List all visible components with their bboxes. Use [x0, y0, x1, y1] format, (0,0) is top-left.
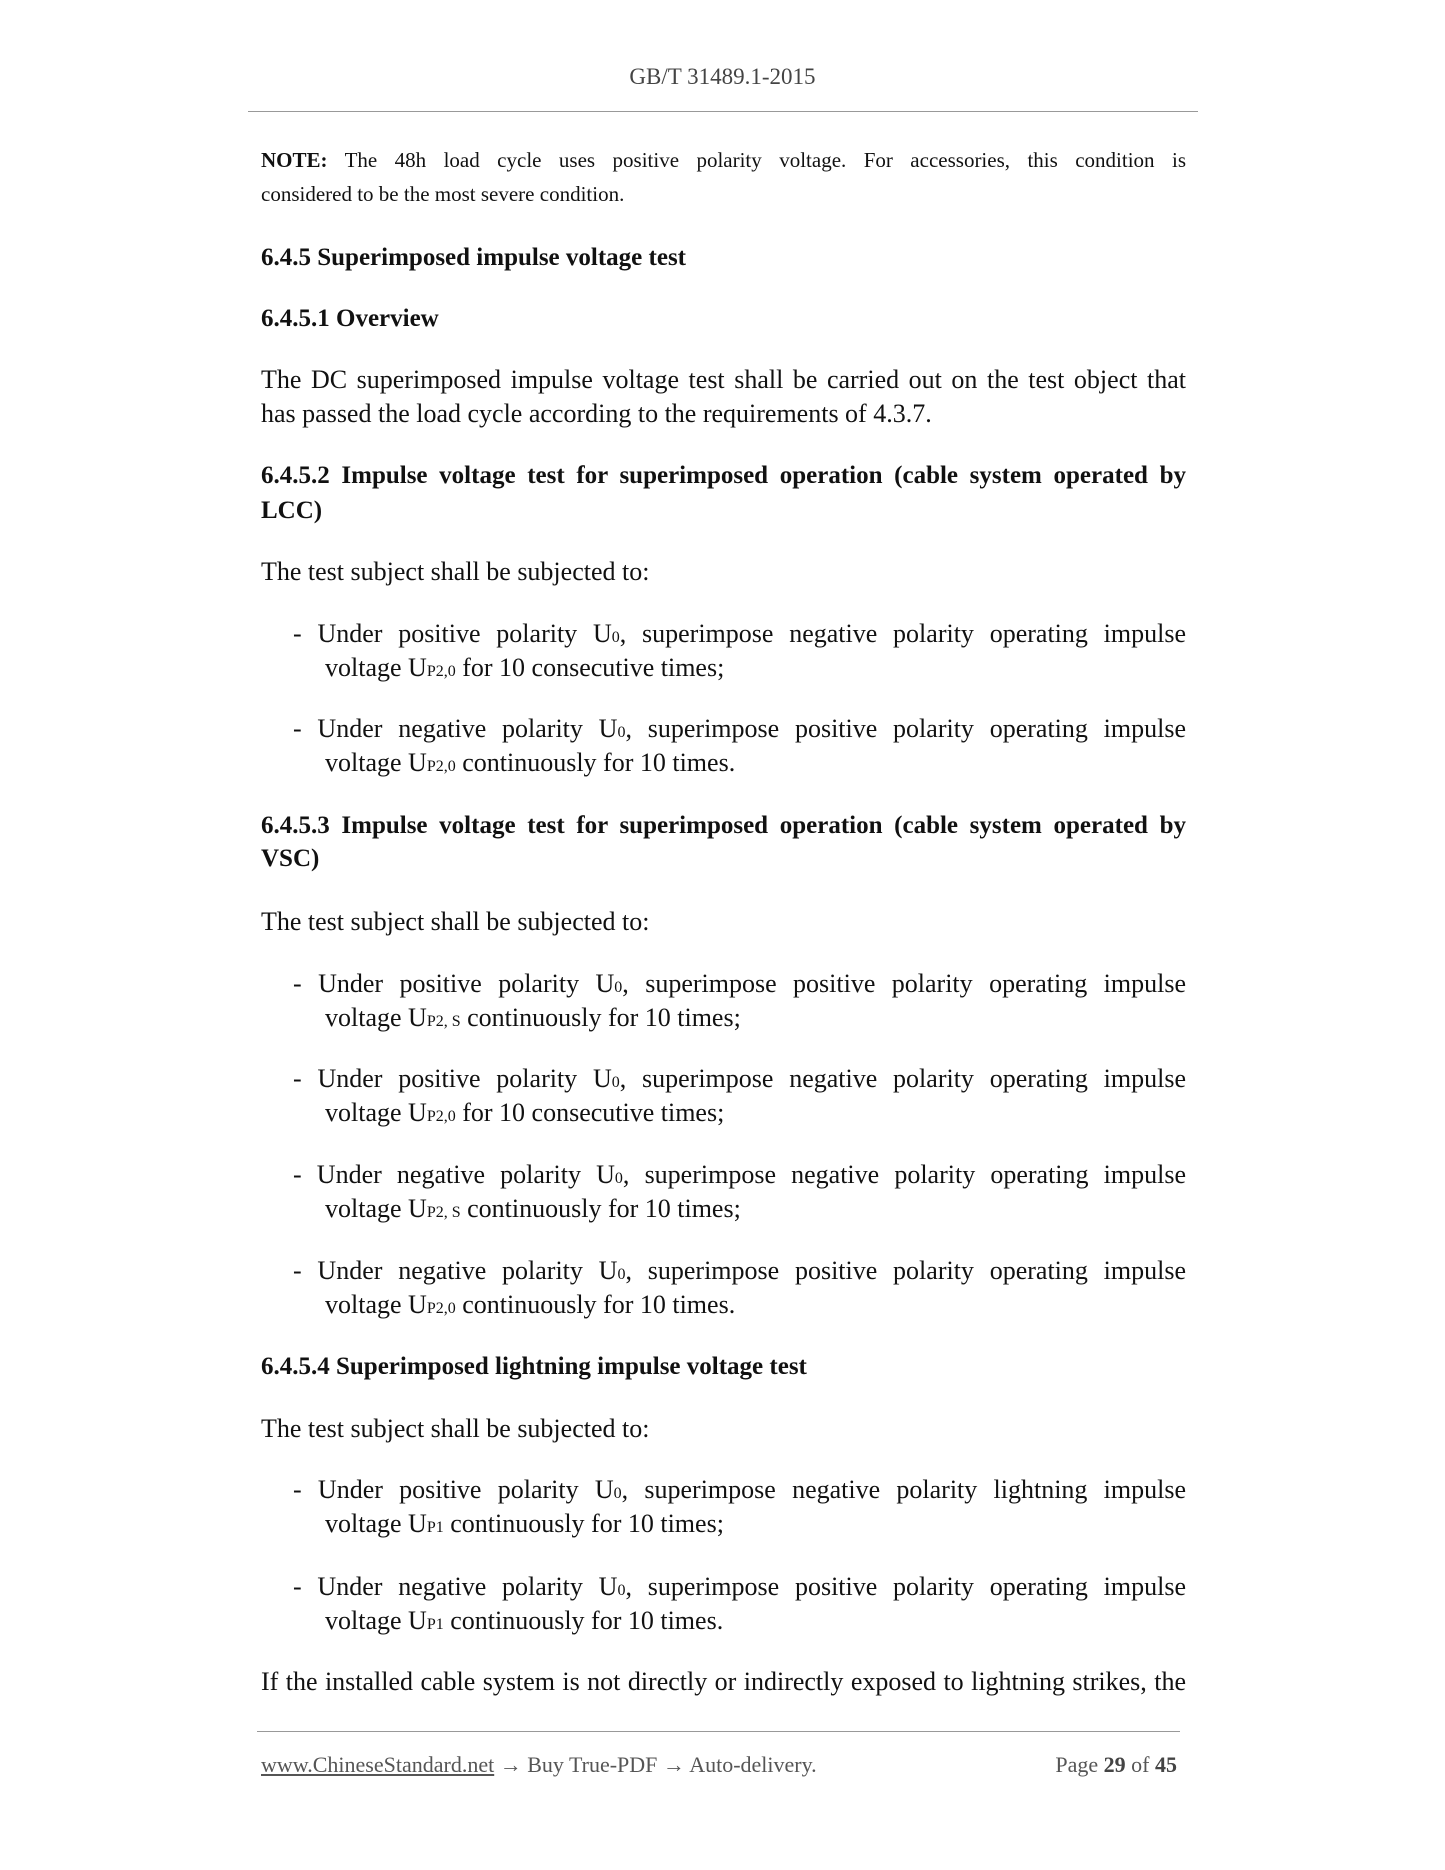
bullet-text: continuously for 10 times. — [455, 1290, 736, 1319]
page-label: Page — [1055, 1752, 1104, 1777]
note-line-2: considered to be the most severe condition. — [261, 182, 625, 206]
bullet-text: , superimpose positive polarity operating impulse — [625, 1256, 1186, 1285]
bullet-text: - Under negative polarity U — [293, 1256, 618, 1285]
bullet-text: - Under positive polarity U — [293, 969, 615, 998]
footer-delivery: → Auto-delivery. — [662, 1752, 817, 1777]
bullet-item-cont — [325, 1603, 723, 1642]
overview-line-2: has passed the load cycle according to the requirements of 4.3.7. — [261, 399, 932, 428]
bullet-text: - Under positive polarity U — [293, 619, 612, 648]
overview-line-1: The DC superimposed impulse voltage test shall be carried out on the test object that — [261, 365, 1186, 394]
intro-6-4-5-3: The test subject shall be subjected to: — [261, 907, 650, 936]
heading-6-4-5-1: 6.4.5.1 Overview — [261, 305, 439, 332]
subscript: 0 — [614, 1170, 623, 1187]
intro-6-4-5-2: The test subject shall be subjected to: — [261, 557, 650, 586]
subscript: P1 — [426, 1616, 444, 1633]
current-page: 29 — [1103, 1752, 1126, 1777]
bullet-text: voltage U — [325, 1509, 427, 1538]
note-line-1 — [261, 143, 1186, 178]
bullet-text: voltage U — [325, 748, 427, 777]
closing-paragraph: If the installed cable system is not directly or indirectly exposed to lightning strikes, the — [261, 1667, 1186, 1696]
bullet-text: voltage U — [325, 1003, 427, 1032]
bullet-item-cont — [325, 1095, 724, 1134]
bullet-text: voltage U — [325, 1194, 427, 1223]
bullet-text: , superimpose positive polarity operating impulse — [625, 1572, 1186, 1601]
bullet-text: , superimpose negative polarity operating impulse — [619, 1064, 1187, 1093]
bullet-item-cont — [325, 1000, 741, 1039]
bullet-text: voltage U — [325, 653, 427, 682]
subscript: P2,0 — [426, 1300, 456, 1317]
header-rule — [248, 111, 1198, 112]
bullet-item-cont — [325, 650, 724, 689]
bullet-text: , superimpose negative polarity operating impulse — [619, 619, 1187, 648]
note-text: The 48h load cycle uses positive polarity voltage. For accessories, this condition is — [327, 148, 1186, 172]
footer-buy: → Buy True-PDF — [494, 1752, 663, 1777]
bullet-text: , superimpose negative polarity operating impulse — [622, 1160, 1186, 1189]
heading-6-4-5: 6.4.5 Superimposed impulse voltage test — [261, 244, 686, 271]
bullet-text: , superimpose positive polarity operating impulse — [622, 969, 1186, 998]
subscript: P1 — [426, 1519, 444, 1536]
bullet-text: , superimpose positive polarity operating impulse — [625, 714, 1186, 743]
bullet-text: continuously for 10 times. — [455, 748, 736, 777]
heading-6-4-5-4: 6.4.5.4 Superimposed lightning impulse voltage test — [261, 1353, 807, 1380]
bullet-text: continuously for 10 times; — [460, 1194, 741, 1223]
heading-6-4-5-2: 6.4.5.2 Impulse voltage test for superimposed operation (cable system operated by — [261, 462, 1186, 489]
page-number — [1020, 1750, 1177, 1780]
heading-6-4-5-2-cont: LCC) — [261, 497, 323, 524]
subscript: P2,0 — [426, 663, 456, 680]
total-pages: 45 — [1155, 1752, 1177, 1777]
subscript: 0 — [613, 1485, 622, 1502]
footer-promo — [261, 1750, 817, 1780]
heading-6-4-5-3: 6.4.5.3 Impulse voltage test for superimposed operation (cable system operated by — [261, 812, 1186, 839]
bullet-text: - Under negative polarity U — [293, 1160, 615, 1189]
website-link[interactable]: www.ChineseStandard.net — [261, 1752, 495, 1777]
intro-6-4-5-4: The test subject shall be subjected to: — [261, 1414, 650, 1443]
bullet-text: voltage U — [325, 1606, 427, 1635]
subscript: P2,0 — [426, 758, 456, 775]
subscript: 0 — [617, 1582, 626, 1599]
bullet-text: for 10 consecutive times; — [455, 1098, 725, 1127]
footer-rule — [257, 1731, 1180, 1732]
bullet-text: voltage U — [325, 1290, 427, 1319]
heading-6-4-5-3-cont: VSC) — [261, 845, 320, 872]
bullet-text: continuously for 10 times; — [443, 1509, 724, 1538]
subscript: P2, S — [426, 1013, 461, 1030]
subscript: 0 — [617, 724, 626, 741]
bullet-text: - Under negative polarity U — [293, 1572, 618, 1601]
subscript: 0 — [611, 629, 620, 646]
subscript: 0 — [611, 1074, 620, 1091]
bullet-text: voltage U — [325, 1098, 427, 1127]
subscript: P2, S — [426, 1204, 461, 1221]
bullet-text: for 10 consecutive times; — [455, 653, 725, 682]
bullet-item-cont — [325, 1191, 741, 1230]
note-label: NOTE: — [261, 148, 328, 172]
bullet-text: continuously for 10 times; — [460, 1003, 741, 1032]
bullet-text: - Under positive polarity U — [293, 1064, 612, 1093]
bullet-text: - Under negative polarity U — [293, 714, 618, 743]
subscript: 0 — [617, 1266, 626, 1283]
bullet-text: continuously for 10 times. — [443, 1606, 724, 1635]
page-of: of — [1125, 1752, 1155, 1777]
bullet-item-cont — [325, 1506, 724, 1545]
bullet-text: , superimpose negative polarity lightning impulse — [621, 1475, 1186, 1504]
subscript: P2,0 — [426, 1108, 456, 1125]
bullet-text: - Under positive polarity U — [293, 1475, 614, 1504]
subscript: 0 — [614, 979, 623, 996]
bullet-item-cont — [325, 745, 735, 784]
document-header: GB/T 31489.1-2015 — [629, 64, 816, 89]
bullet-item-cont — [325, 1287, 735, 1326]
